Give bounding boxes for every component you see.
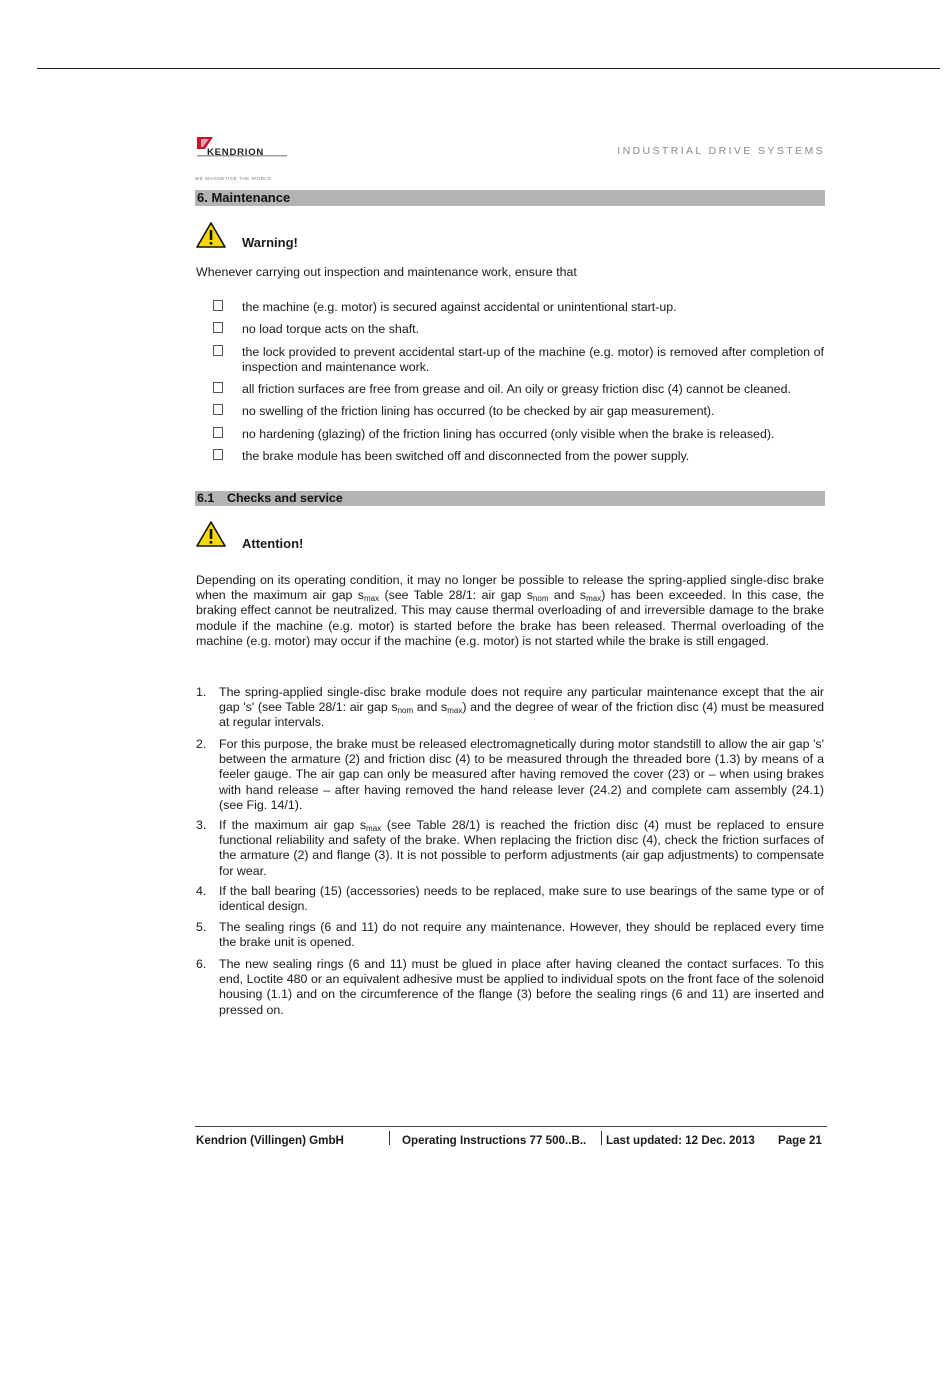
list-item: the lock provided to prevent accidental start-up of the machine (e.g. motor) is removed after completion of inspection and maintenance work. (196, 345, 824, 375)
header-division-text: INDUSTRIAL DRIVE SYSTEMS (617, 145, 825, 157)
list-item: no load torque acts on the shaft. (196, 322, 824, 337)
list-item: no hardening (glazing) of the friction lining has occurred (only visible when the brake is released). (196, 427, 824, 442)
section-title: Checks and service (227, 491, 343, 505)
bullet-box-icon (213, 427, 223, 438)
bullet-box-icon (213, 404, 223, 415)
bullet-box-icon (213, 382, 223, 393)
warning-icon (196, 222, 226, 252)
list-item: no swelling of the friction lining has occurred (to be checked by air gap measurement). (196, 404, 824, 419)
attention-title: Attention! (242, 536, 304, 551)
list-item: 3. If the maximum air gap $s_{max}$ (see Table 28/1) is reached the friction disc (4) must be replaced to ensure functional reliability and safety of the brake. When replacing the friction disc (4), check the friction surfaces of the armature (2) and flange (3). It is not possible to perform adjustments (air gap adjustments) to compensate for wear. (196, 818, 824, 878)
footer-separator (389, 1131, 390, 1145)
maintenance-intro: Whenever carrying out inspection and maintenance work, ensure that (196, 265, 577, 279)
footer-rule (195, 1126, 827, 1127)
footer-page-number: Page 21 (778, 1134, 822, 1147)
attention-text: Depending on its operating condition, it may no longer be possible to release the spring-applied single-disc brake when the maximum air gap $s_{max}$ (see Table 28/1: air gap $s_{nom}$ and $s_{max}$) has been exceeded. In this case, the braking effect cannot be neutralized. This may cause thermal overloading of and irreversible damage to the brake module if the machine (e.g. motor) is started before the brake has been released. Thermal overloading of the machine (e.g. motor) may occur if the machine (e.g. motor) is not started while the brake is still engaged. (196, 573, 824, 648)
footer-separator (601, 1131, 602, 1145)
list-item: the brake module has been switched off and disconnected from the power supply. (196, 449, 824, 464)
bullet-box-icon (213, 449, 223, 460)
footer-company: Kendrion (Villingen) GmbH (196, 1134, 344, 1147)
list-item: 2. For this purpose, the brake must be released electromagnetically during motor standstill to allow the air gap 's' between the armature (2) and friction disc (4) to be measured through the threaded bore (1.3) by means of a feeler gauge. The air gap can only be measured after having removed the cover (23) or – when using brakes with hand release – after having removed the hand release lever (24.2) and complete cam assembly (24.1) (see Fig. 14/1). (196, 737, 824, 812)
top-rule (37, 68, 940, 69)
list-item: all friction surfaces are free from grease and oil. An oily or greasy friction disc (4) cannot be cleaned. (196, 382, 824, 397)
bullet-box-icon (213, 345, 223, 356)
section-heading-maintenance: 6. Maintenance (195, 190, 825, 206)
kendrion-logo (195, 135, 295, 180)
bullet-box-icon (213, 322, 223, 333)
list-item: 6. The new sealing rings (6 and 11) must be glued in place after having cleaned the contact surfaces. To this end, Loctite 480 or an equivalent adhesive must be applied to individual spots on the front face of the solenoid housing (1.1) and on the circumference of the flange (3) before the sealing rings (6 and 11) are inserted and pressed on. (196, 957, 824, 1017)
section-number: 6.1 (197, 491, 215, 505)
list-item: 1. The spring-applied single-disc brake module does not require any particular maintenance except that the air gap 's' (see Table 28/1: air gap $s_{nom}$ and $s_{max}$) and the degree of wear of the friction disc (4) must be measured at regular intervals. (196, 685, 824, 730)
warning-title: Warning! (242, 235, 298, 250)
logo-tagline: WE MAGNETISE THE WORLD (195, 176, 272, 181)
list-item: 4. If the ball bearing (15) (accessories) needs to be replaced, make sure to use bearings of the same type or of identical design. (196, 884, 824, 914)
list-item: 5. The sealing rings (6 and 11) do not require any maintenance. However, they should be replaced every time the brake unit is opened. (196, 920, 824, 950)
list-item: the machine (e.g. motor) is secured against accidental or unintentional start-up. (196, 300, 824, 315)
footer-document: Operating Instructions 77 500..B.. (402, 1134, 587, 1147)
bullet-box-icon (213, 300, 223, 311)
footer-updated: Last updated: 12 Dec. 2013 (606, 1134, 755, 1147)
logo-word: KENDRION (207, 147, 265, 158)
section-heading-checks (195, 491, 825, 506)
attention-icon (196, 521, 226, 551)
